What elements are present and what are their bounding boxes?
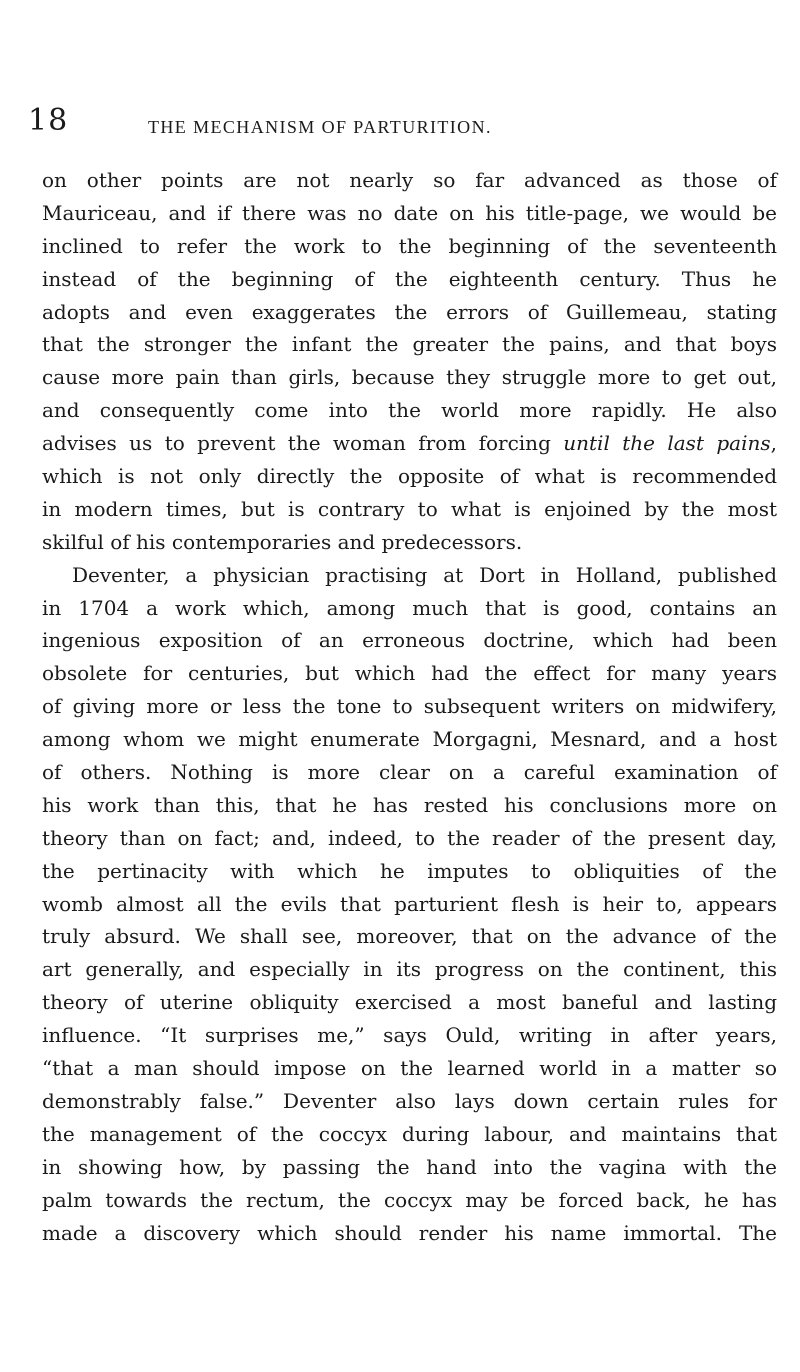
text-line: which is not only directly the opposite of what is recommended (42, 464, 777, 489)
text-line: inclined to refer the work to the beginning of the seventeenth (42, 233, 777, 258)
text-line: Mauriceau, and if there was no date on his title-page, we would be (42, 200, 777, 225)
text-line: of others. Nothing is more clear on a careful examination of (42, 760, 777, 785)
text-line: influence. “It surprises me,” says Ould, writing in after years, (42, 1023, 777, 1048)
text-line: and consequently come into the world more rapidly. He also (42, 398, 777, 423)
paragraph-start-line: Deventer, a physician practising at Dort in Holland, published (72, 562, 777, 587)
text-line: obsolete for centuries, but which had the effect for many years (42, 661, 777, 686)
text-line: art generally, and especially in its progress on the continent, this (42, 957, 777, 982)
text-line: skilful of his contemporaries and predecessors. (42, 529, 523, 554)
text-line: in 1704 a work which, among much that is good, contains an (42, 595, 777, 620)
text-line-with-emphasis (42, 427, 777, 460)
text-line: his work than this, that he has rested his conclusions more on (42, 792, 777, 817)
text-line: in modern times, but is contrary to what is enjoined by the most (42, 496, 777, 521)
running-head: THE MECHANISM OF PARTURITION. (148, 117, 492, 137)
body-text (42, 164, 777, 1249)
text-line: made a discovery which should render his name immortal. The (42, 1220, 777, 1245)
text-line: the management of the coccyx during labour, and maintains that (42, 1121, 777, 1146)
text-line: cause more pain than girls, because they struggle more to get out, (42, 365, 777, 390)
text-line: in showing how, by passing the hand into the vagina with the (42, 1154, 777, 1179)
text-line: the pertinacity with which he imputes to obliquities of the (42, 858, 777, 883)
text-line: adopts and even exaggerates the errors of Guillemeau, stating (42, 299, 777, 324)
text-line: instead of the beginning of the eighteenth century. Thus he (42, 266, 777, 291)
text-line: palm towards the rectum, the coccyx may be forced back, he has (42, 1187, 777, 1212)
text-line: demonstrably false.” Deventer also lays down certain rules for (42, 1088, 777, 1113)
text-line: of giving more or less the tone to subsequent writers on midwifery, (42, 694, 777, 719)
text-line: truly absurd. We shall see, moreover, that on the advance of the (42, 924, 777, 949)
page-number: 18 (28, 103, 69, 138)
text-line: ingenious exposition of an erroneous doctrine, which had been (42, 628, 777, 653)
text-line: “that a man should impose on the learned world in a matter so (42, 1056, 777, 1081)
page-header (0, 72, 800, 138)
text-line: among whom we might enumerate Morgagni, Mesnard, and a host (42, 727, 777, 752)
text-line: theory than on fact; and, indeed, to the reader of the present day, (42, 825, 777, 850)
text-line: on other points are not nearly so far advanced as those of (42, 168, 777, 192)
text-segment: , (770, 431, 777, 456)
text-line: that the stronger the infant the greater the pains, and that boys (42, 332, 777, 357)
text-line: theory of uterine obliquity exercised a most baneful and lasting (42, 990, 777, 1015)
emphasized-phrase: until the last pains (563, 431, 771, 456)
text-line: womb almost all the evils that parturient flesh is heir to, appears (42, 891, 777, 916)
text-segment: advises us to prevent the woman from forcing (42, 431, 564, 456)
